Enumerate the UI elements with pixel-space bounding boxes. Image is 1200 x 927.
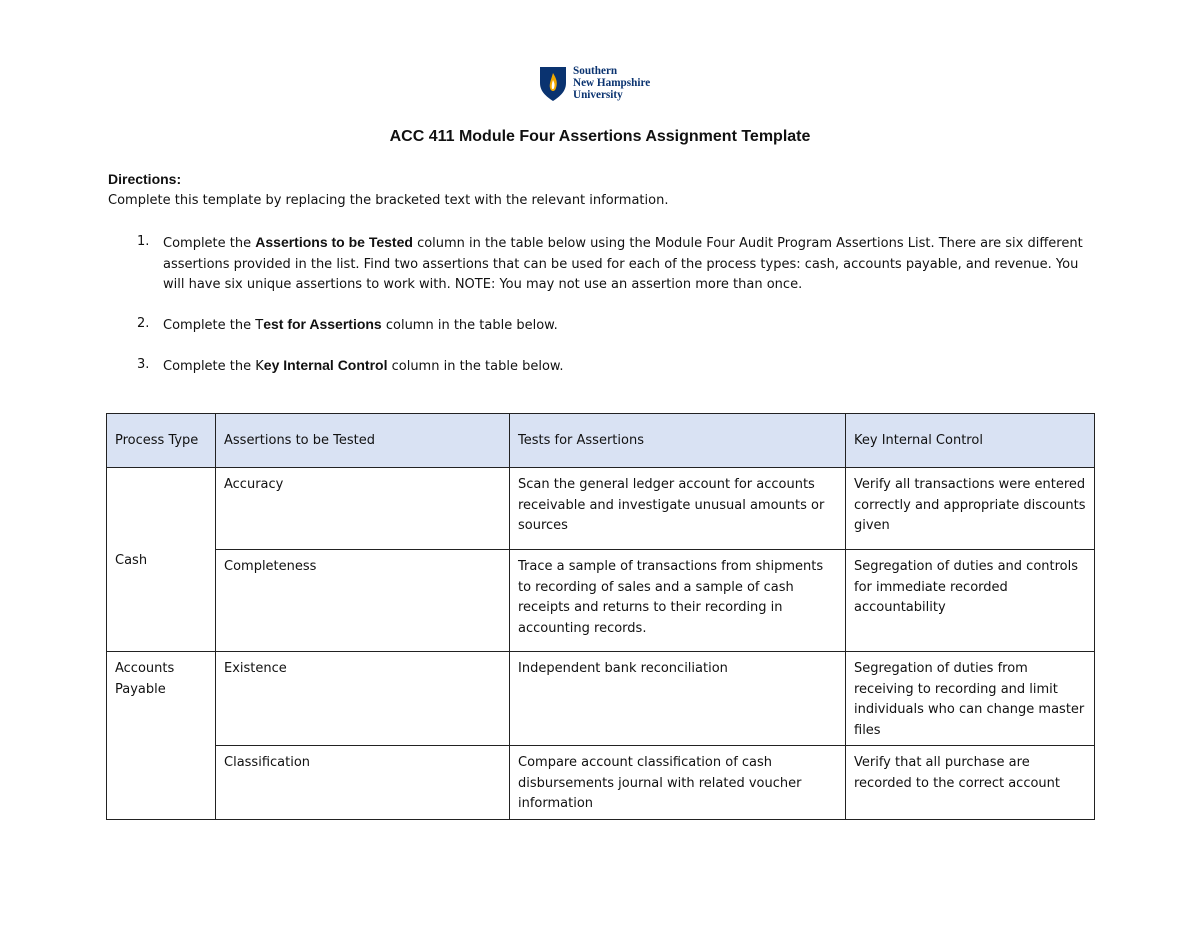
step-text-post: column in the table below using the Module Four Audit Program Assertions List. There are six different assertions provided in the list. Find two assertions that can be used for each of the process types: cash, accounts payable, and revenue. You will have six unique assertions to work with. NOTE: You may not use an assertion more than once.: [163, 236, 1083, 292]
test-cell: Independent bank reconciliation: [510, 652, 846, 746]
assertion-cell: Accuracy: [216, 468, 510, 550]
test-cell: Scan the general ledger account for accounts receivable and investigate unusual amounts or sources: [510, 468, 846, 550]
page-title: ACC 411 Module Four Assertions Assignment Template: [389, 128, 811, 145]
step-body: [163, 355, 1087, 378]
shield-flame-icon: [539, 66, 567, 102]
header-process-type: Process Type: [107, 414, 216, 468]
step-text-bold: ey Internal Control: [263, 357, 388, 373]
step-text-pre: Complete the K: [163, 359, 264, 374]
header-assertions: Assertions to be Tested: [216, 414, 510, 468]
logo-wordmark: [573, 65, 650, 101]
step-text-pre: Complete the: [163, 236, 256, 251]
step-body: [163, 314, 1087, 337]
step-number: 1.: [137, 234, 150, 249]
control-cell: Segregation of duties and controls for immediate recorded accountability: [846, 550, 1095, 652]
step-text-pre: Complete the T: [163, 318, 264, 333]
process-type-cell: Accounts Payable: [107, 652, 216, 820]
step-3: [137, 355, 1087, 378]
step-number: 3.: [137, 357, 150, 372]
test-cell: Compare account classification of cash disbursements journal with related voucher information: [510, 746, 846, 820]
assertion-cell: Existence: [216, 652, 510, 746]
step-body: [163, 232, 1087, 296]
assertion-cell: Classification: [216, 746, 510, 820]
test-cell: Trace a sample of transactions from shipments to recording of sales and a sample of cash receipts and returns to their recording in accounting records.: [510, 550, 846, 652]
control-cell: Verify that all purchase are recorded to the correct account: [846, 746, 1095, 820]
logo-line-3: University: [573, 89, 623, 101]
directions-label: Directions:: [108, 171, 182, 187]
logo-line-2: New Hampshire: [573, 77, 651, 89]
table-row: [107, 468, 1095, 550]
logo-line-1: Southern: [573, 65, 618, 77]
step-text-bold: Assertions to be Tested: [255, 234, 413, 250]
step-text-post: column in the table below.: [387, 359, 564, 374]
control-cell: Segregation of duties from receiving to recording and limit individuals who can change master files: [846, 652, 1095, 746]
table-header-row: [107, 414, 1095, 468]
header-key-control: Key Internal Control: [846, 414, 1095, 468]
table-row: [107, 652, 1095, 746]
control-cell: Verify all transactions were entered correctly and appropriate discounts given: [846, 468, 1095, 550]
step-number: 2.: [137, 316, 150, 331]
table-row: [107, 746, 1095, 820]
table-row: [107, 550, 1095, 652]
header-tests: Tests for Assertions: [510, 414, 846, 468]
step-text-bold: est for Assertions: [263, 316, 382, 332]
directions-text: Complete this template by replacing the bracketed text with the relevant information.: [108, 193, 669, 208]
step-2: [137, 314, 1087, 337]
step-text-post: column in the table below.: [381, 318, 558, 333]
university-logo: [539, 64, 669, 104]
process-type-cell: Cash: [107, 468, 216, 652]
assertions-table: [106, 413, 1095, 820]
assertion-cell: Completeness: [216, 550, 510, 652]
step-1: [137, 232, 1087, 296]
